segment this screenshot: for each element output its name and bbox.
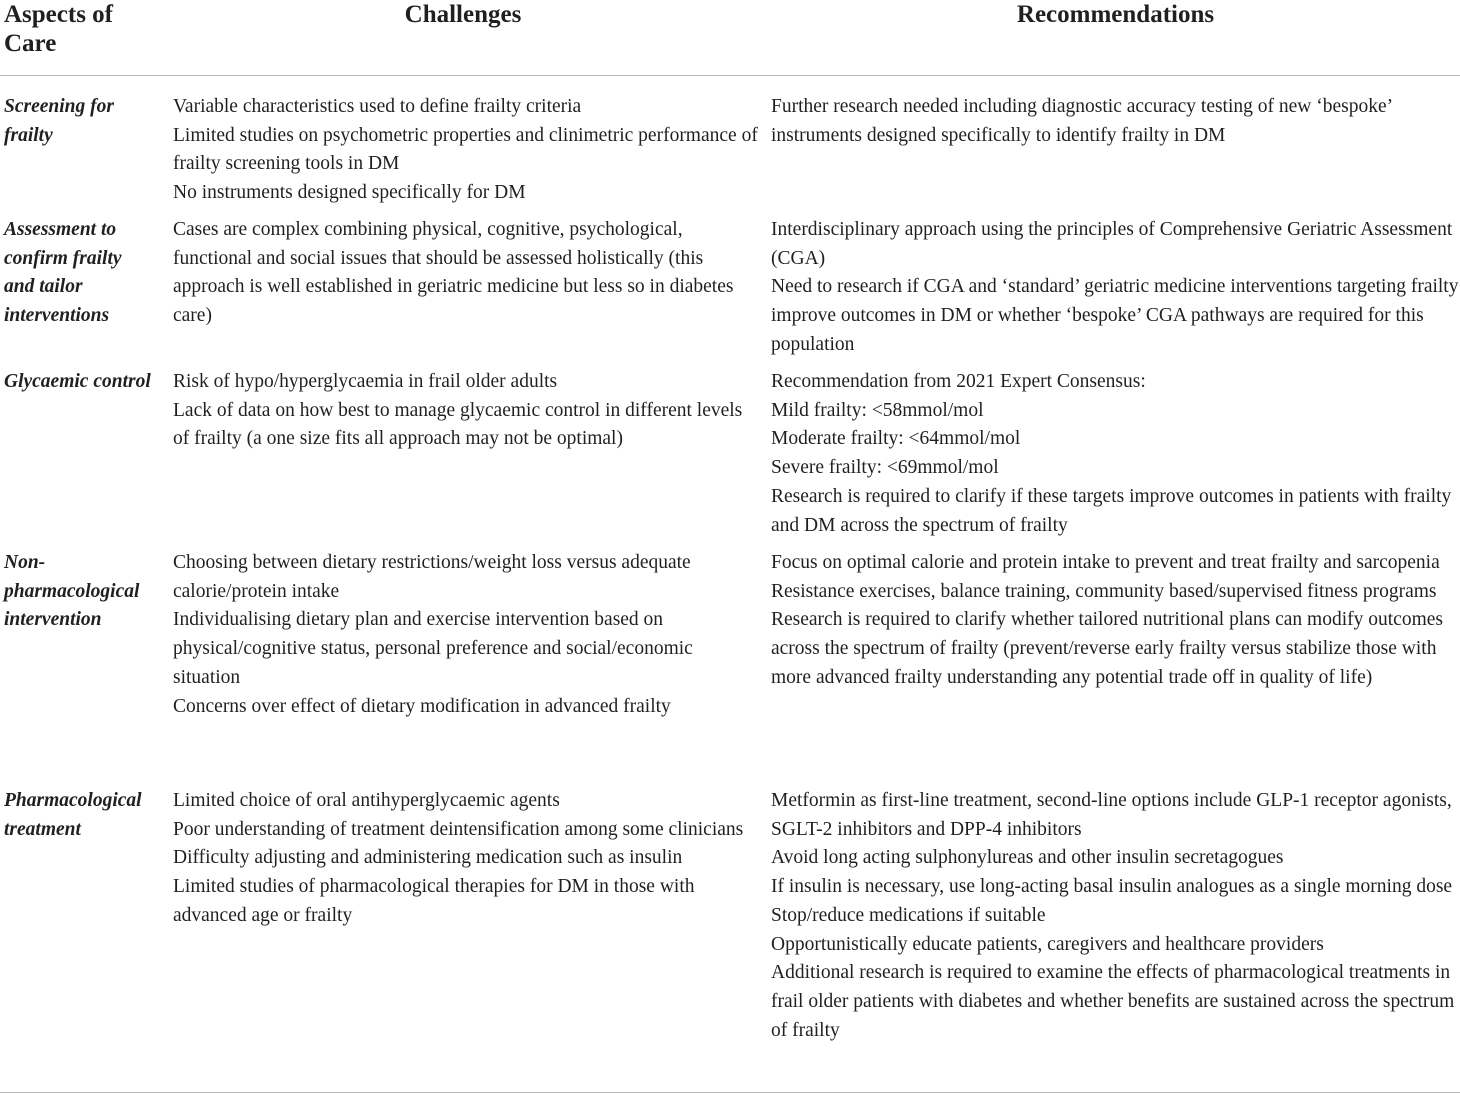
recommendation-item: Further research needed including diagnostic accuracy testing of new ‘bespoke’ instruments designed specifically to identify frailty in DM: [771, 96, 1392, 146]
recommendation-item: Focus on optimal calorie and protein intake to prevent and treat frailty and sarcopenia: [771, 552, 1440, 573]
recommendation-item: Additional research is required to examine the effects of pharmacological treatments in frail older patients with diabetes and whether benefits are sustained across the spectrum of frailty: [771, 962, 1455, 1041]
recommendation-item: Avoid long acting sulphonylureas and other insulin secretagogues: [771, 847, 1284, 869]
challenge-item: Lack of data on how best to manage glycaemic control in different levels of frailty (a one size fits all approach may not be optimal): [173, 399, 743, 450]
recommendation-item: If insulin is necessary, use long-acting basal insulin analogues as a single morning dose: [771, 876, 1453, 898]
row-recommendations: [771, 787, 1460, 1045]
recommendation-item: Moderate frailty: <64mmol/mol: [771, 428, 1021, 450]
challenge-item: Risk of hypo/hyperglycaemia in frail older adults: [173, 371, 558, 392]
row-aspect: Non-pharmacological intervention: [4, 552, 140, 631]
challenge-item: Individualising dietary plan and exercise intervention based on physical/cognitive status, personal preference and social/economic situation: [173, 609, 693, 688]
row-challenges: [173, 368, 758, 454]
challenge-item: Choosing between dietary restrictions/weight loss versus adequate calorie/protein intake: [173, 552, 691, 602]
challenge-item: Limited choice of oral antihyperglycaemic agents: [173, 790, 560, 811]
row-challenges: [173, 787, 758, 931]
challenge-item: Concerns over effect of dietary modification in advanced frailty: [173, 695, 671, 717]
row-recommendations: [771, 549, 1460, 693]
row-aspect: Assessment to confirm frailty and tailor interventions: [4, 219, 122, 327]
recommendation-item: Recommendation from 2021 Expert Consensus:: [771, 371, 1146, 392]
table-bottom-rule: [0, 1092, 1460, 1093]
row-aspect: Pharmacological treatment: [4, 790, 142, 840]
challenge-item: Limited studies of pharmacological therapies for DM in those with advanced age or frailty: [173, 876, 695, 926]
recommendation-item: Severe frailty: <69mmol/mol: [771, 457, 999, 479]
row-recommendations: [771, 216, 1460, 360]
recommendation-item: Metformin as first-line treatment, second-line options include GLP-1 receptor agonists, SGLT-2 inhibitors and DPP-4 inhibitors: [771, 790, 1452, 840]
recommendation-item: Research is required to clarify if these targets improve outcomes in patients with frailty and DM across the spectrum of frailty: [771, 485, 1452, 536]
header-challenges: Challenges: [404, 1, 522, 28]
row-challenges: [173, 549, 758, 721]
recommendation-item: Research is required to clarify whether tailored nutritional plans can modify outcomes across the spectrum of frailty (prevent/reverse early frailty versus stabilize those with more advanced frailty understanding any potential trade off in quality of life): [771, 609, 1443, 688]
row-recommendations: [771, 368, 1460, 540]
recommendation-item: Need to research if CGA and ‘standard’ geriatric medicine interventions targeting frailty improve outcomes in DM or whether ‘bespoke’ CGA pathways are required for this population: [771, 276, 1459, 355]
row-aspect: Glycaemic control: [4, 371, 151, 392]
row-challenges: [173, 216, 758, 331]
recommendation-item: Stop/reduce medications if suitable: [771, 904, 1046, 926]
challenge-item: Variable characteristics used to define frailty criteria: [173, 96, 582, 117]
challenge-item: Difficulty adjusting and administering medication such as insulin: [173, 847, 683, 869]
header-aspects-of-care: Aspects of Care: [4, 1, 114, 57]
recommendation-item: Mild frailty: <58mmol/mol: [771, 399, 984, 421]
row-aspect: Screening for frailty: [4, 96, 114, 146]
challenge-item: No instruments designed specifically for DM: [173, 182, 526, 204]
header-divider: [0, 75, 1460, 76]
row-recommendations: [771, 93, 1460, 150]
challenge-item: Cases are complex combining physical, cognitive, psychological, functional and social issues that should be assessed holistically (this approach is well established in geriatric medicine but less so in diabetes care): [173, 219, 734, 327]
recommendation-item: Resistance exercises, balance training, community based/supervised fitness programs: [771, 580, 1437, 602]
recommendation-item: Interdisciplinary approach using the principles of Comprehensive Geriatric Assessment (CGA): [771, 219, 1453, 269]
row-challenges: [173, 93, 758, 208]
challenge-item: Limited studies on psychometric properties and clinimetric performance of frailty screening tools in DM: [173, 124, 758, 175]
recommendation-item: Opportunistically educate patients, caregivers and healthcare providers: [771, 933, 1324, 955]
challenge-item: Poor understanding of treatment deintensification among some clinicians: [173, 818, 744, 840]
header-recommendations: Recommendations: [1016, 1, 1215, 28]
